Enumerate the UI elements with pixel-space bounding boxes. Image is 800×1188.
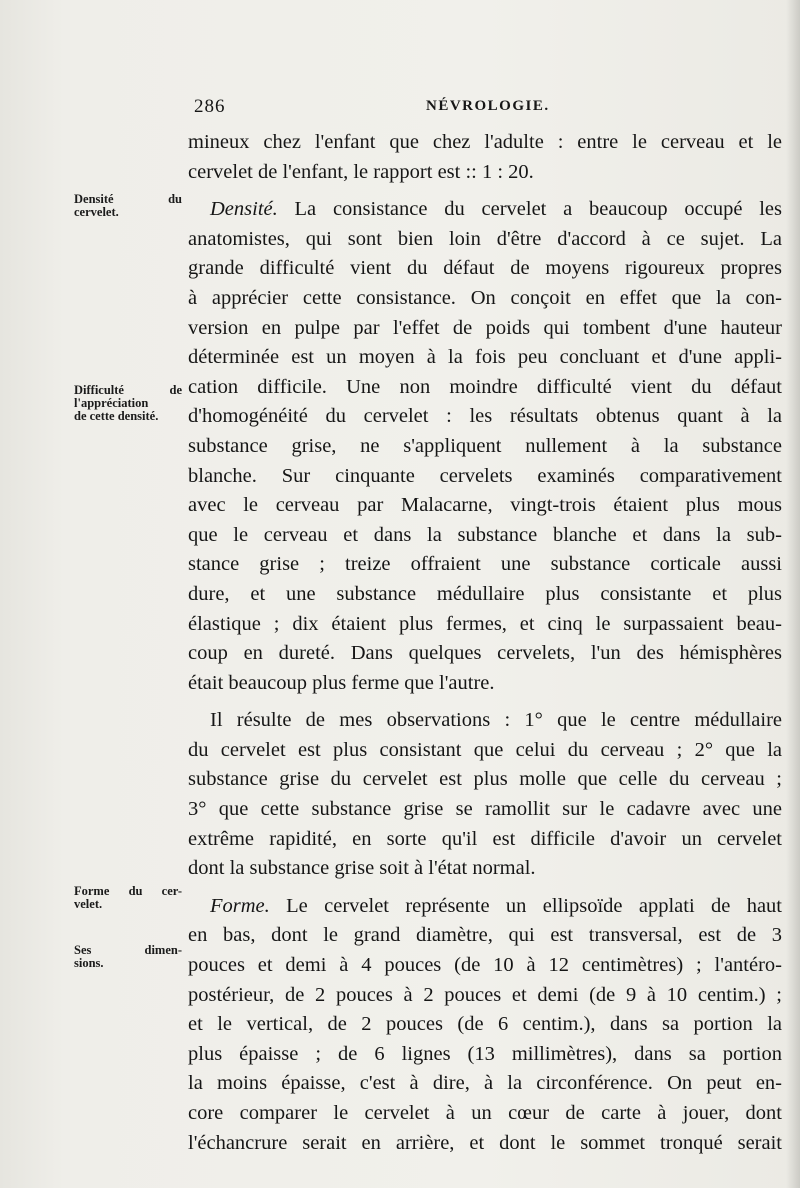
text-line: cervelet de l'enfant, le rapport est :: 1 : 20.	[188, 160, 534, 183]
margin-note-forme	[74, 885, 182, 911]
text-line: coup en dureté. Dans quelques cervelets, l'un des hémisphères	[188, 642, 782, 665]
text-line: grande difficulté vient du défaut de moyens rigoureux propres	[188, 257, 782, 280]
text-line: dure, et une substance médullaire plus consistante et plus	[188, 582, 782, 605]
text-line: élastique ; dix étaient plus fermes, et cinq le surpassaient beau-	[188, 612, 782, 635]
text-line	[188, 892, 782, 922]
text-line-rest: Le cervelet représente un ellipsoïde applati de haut	[269, 894, 782, 917]
margin-note-difficulte	[74, 384, 182, 423]
text-line: blanche. Sur cinquante cervelets examinés comparativement	[188, 464, 782, 487]
text-line: du cervelet est plus consistant que celui du cerveau ; 2° que la	[188, 738, 782, 761]
text-line: déterminée est un moyen à la fois peu concluant et d'une appli-	[188, 346, 782, 369]
margin-note-line: velet.	[74, 897, 103, 911]
text-line: d'homogénéité du cervelet : les résultats obtenus quant à la	[188, 405, 782, 428]
text-line: core comparer le cervelet à un cœur de carte à jouer, dont	[188, 1102, 782, 1124]
margin-note-line: sions.	[74, 956, 104, 970]
margin-note-dimensions	[74, 944, 182, 970]
margin-note-line: cervelet.	[74, 205, 119, 219]
page-number: 286	[194, 96, 226, 117]
text-line-rest: La consistance du cervelet a beaucoup occupé les	[277, 198, 782, 221]
margin-note-line: Densité du	[74, 192, 182, 206]
text-line: à apprécier cette consistance. On conçoit en effet que la con-	[188, 286, 782, 309]
margin-note-line: Forme du cer-	[74, 884, 182, 898]
page-header	[190, 96, 780, 126]
text-line: Il résulte de mes observations : 1° que le centre médullaire	[210, 709, 782, 732]
body-text	[188, 128, 782, 1158]
text-line: 3° que cette substance grise se ramollit sur le cadavre avec une	[188, 798, 782, 821]
margin-note-line: Ses dimen-	[74, 943, 182, 957]
text-line: l'échancrure serait en arrière, et dont le sommet tronqué serait	[188, 1131, 782, 1154]
margin-note-densite	[74, 193, 182, 219]
text-line: version en pulpe par l'effet de poids qui tombent d'une hauteur	[188, 316, 782, 339]
margin-note-line: Difficulté de	[74, 383, 182, 397]
text-line: anatomistes, qui sont bien loin d'être d'accord à ce sujet. La	[188, 227, 782, 250]
text-line: substance grise du cervelet est plus molle que celle du cerveau ;	[188, 768, 782, 791]
text-line: la moins épaisse, c'est à dire, à la circonférence. On peut en-	[188, 1072, 782, 1095]
section-lead-forme: Forme.	[210, 894, 270, 917]
text-line: plus épaisse ; de 6 lignes (13 millimètres), dans sa portion	[188, 1042, 782, 1065]
section-lead-densite: Densité.	[210, 198, 278, 221]
margin-note-line: de cette densité.	[74, 409, 159, 423]
text-line: mineux chez l'enfant que chez l'adulte : entre le cerveau et le	[188, 131, 782, 153]
text-line: pouces et demi à 4 pouces (de 10 à 12 centimètres) ; l'antéro-	[188, 954, 782, 977]
running-title: NÉVROLOGIE.	[426, 98, 550, 114]
text-line: avec le cerveau par Malacarne, vingt-trois étaient plus mous	[188, 494, 782, 517]
text-line: et le vertical, de 2 pouces (de 6 centim.), dans sa portion la	[188, 1013, 782, 1036]
text-line: que le cerveau et dans la substance blanche et dans la sub-	[188, 523, 782, 546]
text-line: dont la substance grise soit à l'état normal.	[188, 857, 536, 880]
text-line: cation difficile. Une non moindre difficulté vient du défaut	[188, 375, 782, 398]
margin-note-line: l'appréciation	[74, 396, 149, 410]
page-edge-shadow	[786, 0, 800, 1188]
text-line: en bas, dont le grand diamètre, qui est transversal, est de 3	[188, 924, 782, 947]
text-line: stance grise ; treize offraient une substance corticale aussi	[188, 553, 782, 576]
text-line: substance grise, ne s'appliquent nullement à la substance	[188, 434, 782, 457]
text-line: était beaucoup plus ferme que l'autre.	[188, 671, 495, 694]
text-line	[188, 195, 782, 225]
text-line: extrême rapidité, en sorte qu'il est difficile d'avoir un cervelet	[188, 827, 782, 850]
text-line: postérieur, de 2 pouces à 2 pouces et demi (de 9 à 10 centim.) ;	[188, 983, 782, 1006]
